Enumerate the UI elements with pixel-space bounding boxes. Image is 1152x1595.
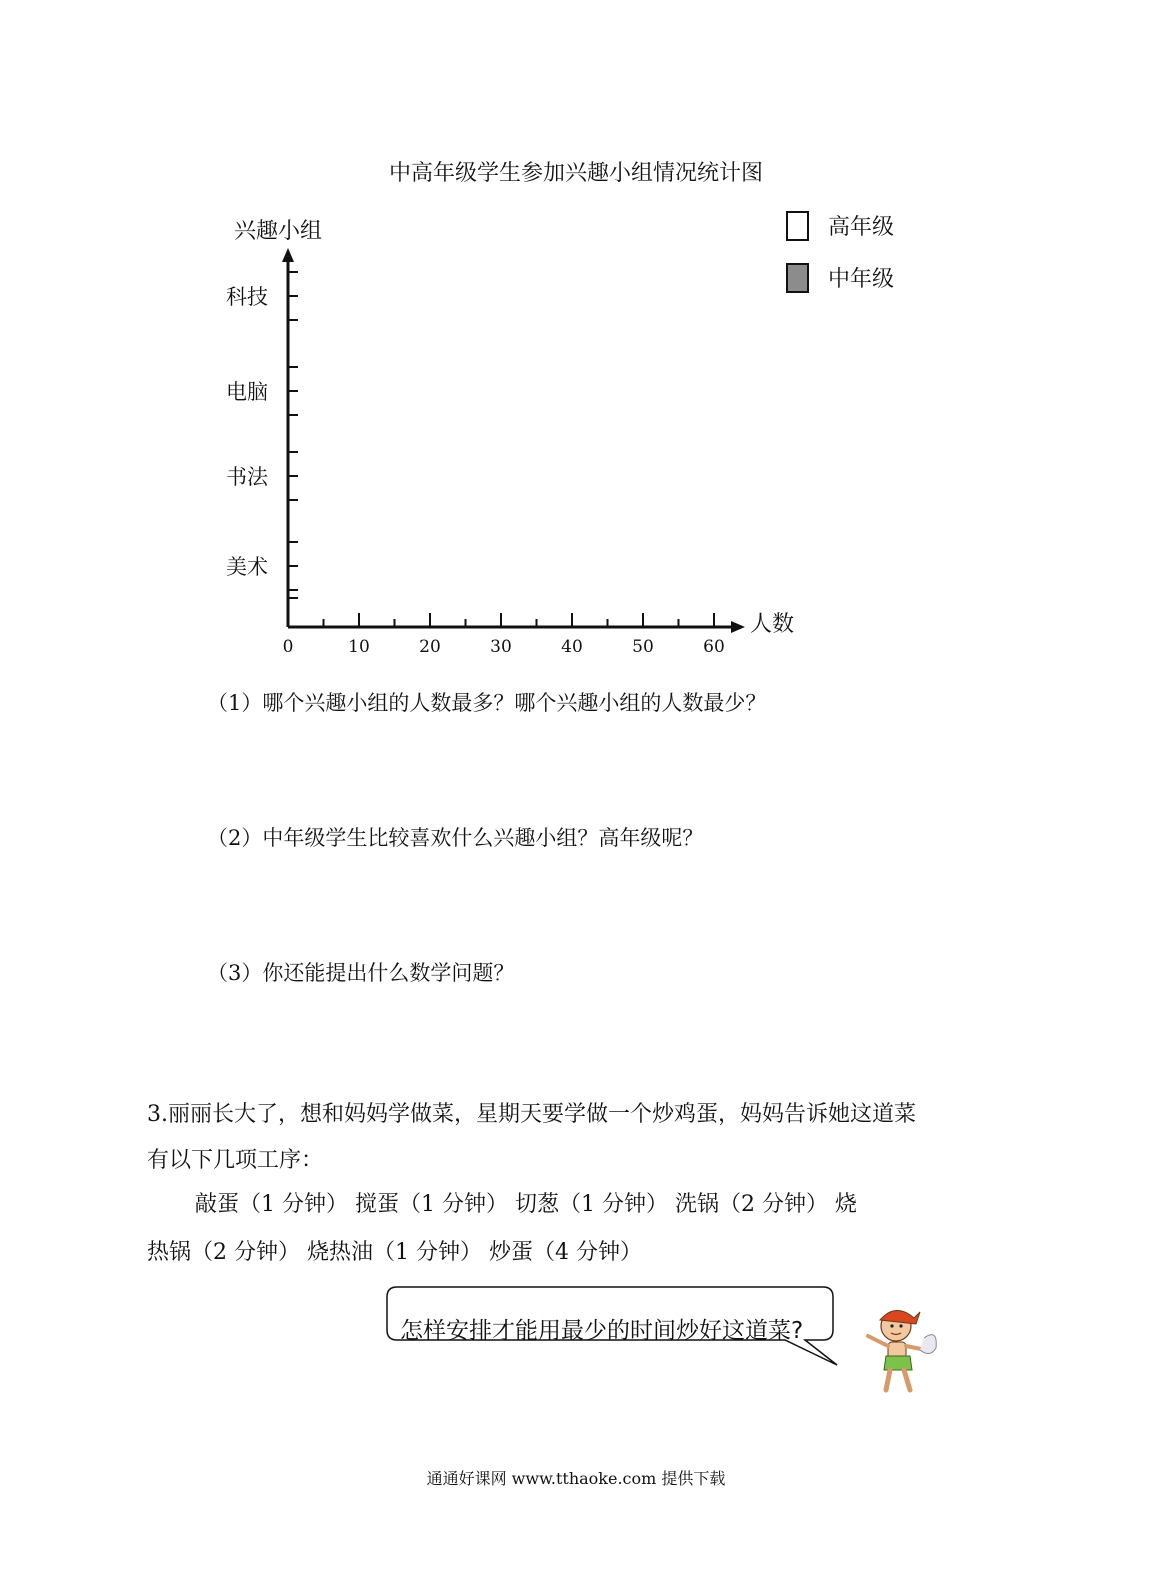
problem-3-line-2: 有以下几项工序： bbox=[147, 1148, 324, 1173]
y-category-label: 电脑 bbox=[226, 380, 268, 404]
legend-swatch bbox=[787, 264, 808, 292]
y-category-label: 书法 bbox=[226, 465, 268, 489]
footer-credit: 通通好课网 www.tthaoke.com 提供下载 bbox=[426, 1469, 726, 1488]
problem-3-steps-line-2: 热锅（2 分钟） 烧热油（1 分钟） 炒蛋（4 分钟） bbox=[147, 1240, 642, 1265]
problem-3-line-1: 3.丽丽长大了，想和妈妈学做菜，星期天要学做一个炒鸡蛋，妈妈告诉她这道菜 bbox=[147, 1102, 916, 1127]
legend-swatch bbox=[787, 212, 808, 240]
x-tick-label: 50 bbox=[632, 637, 654, 657]
y-axis-title: 兴趣小组 bbox=[234, 219, 323, 244]
x-tick-label: 20 bbox=[419, 637, 441, 657]
x-tick-label: 30 bbox=[490, 637, 512, 657]
chart-legend bbox=[787, 212, 894, 292]
x-tick-label: 40 bbox=[561, 637, 583, 657]
chart-axes bbox=[282, 248, 745, 633]
x-tick-label: 60 bbox=[703, 637, 725, 657]
chart-title: 中高年级学生参加兴趣小组情况统计图 bbox=[388, 161, 763, 186]
x-axis-arrow bbox=[731, 621, 745, 633]
chart-ticks bbox=[288, 272, 714, 627]
bar-chart bbox=[0, 0, 1152, 700]
legend-label: 中年级 bbox=[828, 267, 895, 292]
y-category-label: 美术 bbox=[226, 555, 268, 579]
x-tick-label: 10 bbox=[348, 637, 370, 657]
speech-bubble-text: 怎样安排才能用最少的时间炒好这道菜? bbox=[400, 1318, 804, 1344]
cartoon-girl-illustration bbox=[858, 1298, 948, 1398]
question-1: （1）哪个兴趣小组的人数最多？哪个兴趣小组的人数最少？ bbox=[207, 691, 767, 715]
x-axis-title: 人数 bbox=[750, 612, 795, 637]
chart-labels bbox=[226, 219, 794, 657]
question-3: （3）你还能提出什么数学问题？ bbox=[207, 961, 515, 985]
legend-label: 高年级 bbox=[828, 215, 895, 240]
question-2: （2）中年级学生比较喜欢什么兴趣小组？高年级呢？ bbox=[207, 826, 704, 850]
y-category-label: 科技 bbox=[226, 285, 268, 309]
problem-3-steps-line-1: 敲蛋（1 分钟） 搅蛋（1 分钟） 切葱（1 分钟） 洗锅（2 分钟） 烧 bbox=[195, 1192, 857, 1217]
x-tick-label: 0 bbox=[282, 637, 294, 657]
y-axis-arrow bbox=[282, 248, 294, 262]
